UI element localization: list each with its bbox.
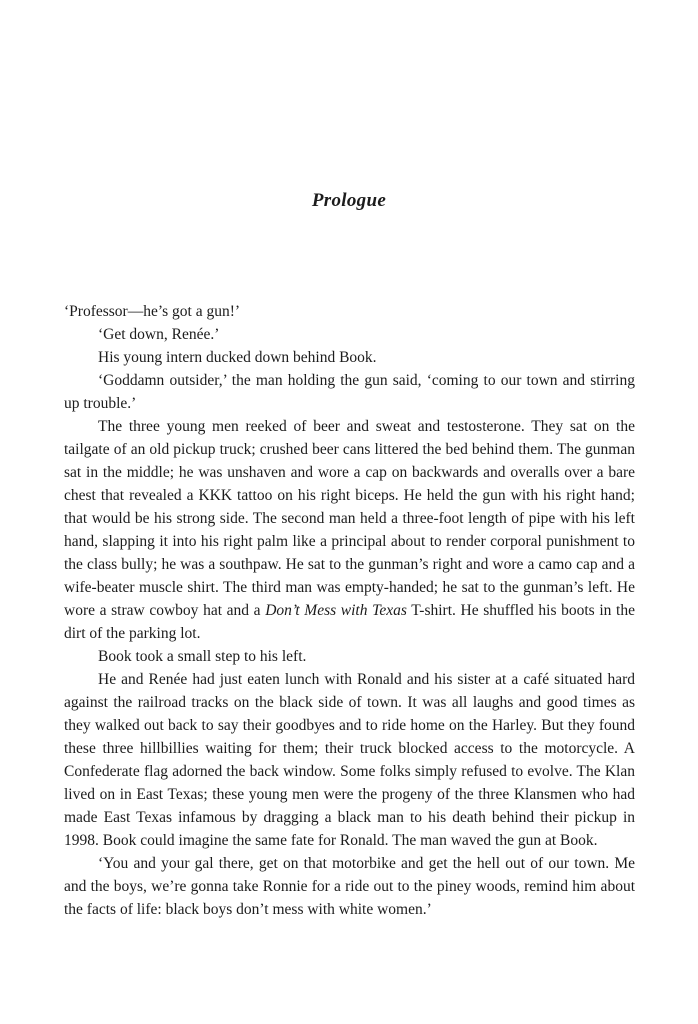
paragraph-narration-1: His young intern ducked down behind Book. — [98, 349, 377, 366]
paragraph-narration-4: He and Renée had just eaten lunch with Ronald and his sister at a café situated hard against the railroad tracks on the black side of town. It was all laughs and good times as they walked out back to say their goodbyes and to ride home on the Harley. But they found these three hillbillies waiting for them; their truck blocked access to the motorcycle. A Confederate flag adorned the back window. Some folks simply refused to evolve. The Klan lived on in East Texas; these young men were the progeny of the three Klansmen who had made East Texas infamous by dragging a black man to his death behind their pickup in 1998. Book could imagine the same fate for Ronald. The man waved the gun at Book. — [64, 671, 635, 849]
paragraph-narration-3: Book took a small step to his left. — [98, 648, 307, 665]
paragraph-dialogue-2: ‘Get down, Renée.’ — [98, 326, 220, 343]
paragraph-dialogue-4: ‘You and your gal there, get on that motorbike and get the hell out of our town. Me and the boys, we’re gonna take Ronnie for a ride out to the piney woods, remind him about the facts of life: black boys don’t mess with white women.’ — [64, 855, 635, 918]
paragraph-text-after: T-shirt. He shuffled his boots in the dirt of the parking lot. — [64, 602, 635, 642]
slogan-italic-text: Don’t Mess with Texas — [265, 602, 407, 619]
paragraph-dialogue-3: ‘Goddamn outsider,’ the man holding the gun said, ‘coming to our town and stirring up trouble.’ — [64, 372, 635, 412]
body-text — [64, 300, 635, 921]
chapter-title: Prologue — [311, 190, 387, 211]
paragraph-narration-2 — [64, 415, 635, 645]
paragraph-dialogue-1: ‘Professor—he’s got a gun!’ — [64, 303, 241, 320]
paragraph-text-before: The three young men reeked of beer and sweat and testosterone. They sat on the tailgate of an old pickup truck; crushed beer cans littered the bed behind them. The gunman sat in the middle; he was unshaven and wore a cap on backwards and overalls over a bare chest that revealed a KKK tattoo on his right biceps. He held the gun with his right hand; that would be his strong side. The second man held a three-foot length of pipe with his left hand, slapping it into his right palm like a principal about to render corporal punishment to the class bully; he was a southpaw. He sat to the gunman’s right and wore a camo cap and a wife-beater muscle shirt. The third man was empty-handed; he sat to the gunman’s left. He wore a straw cowboy hat and a — [64, 418, 635, 619]
